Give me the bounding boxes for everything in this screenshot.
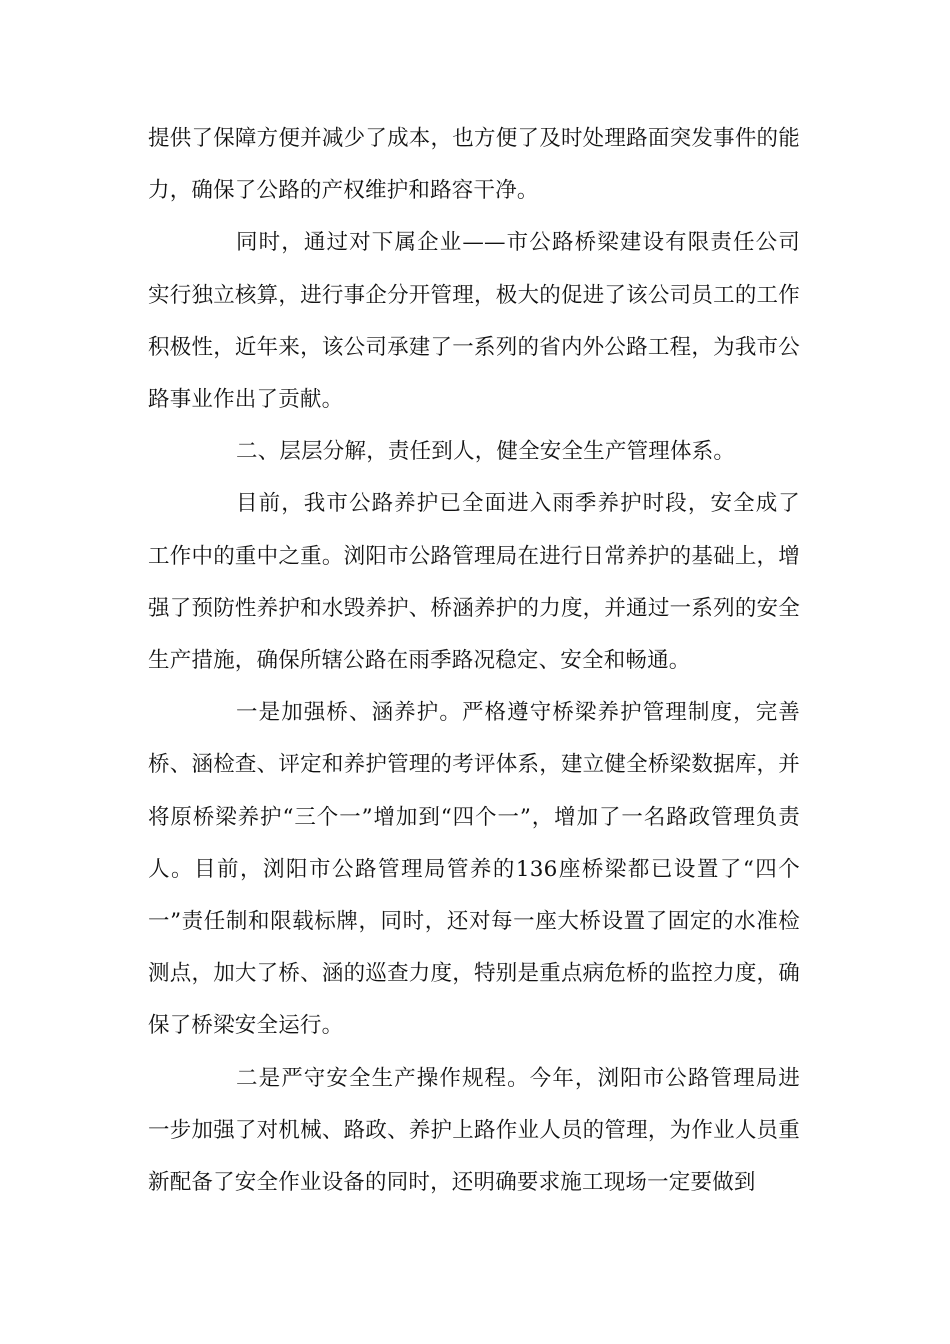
paragraph-4: 一是加强桥、涵养护。严格遵守桥梁养护管理制度，完善桥、涵检查、评定和养护管理的考评体系，建立健全桥梁数据库，并将原桥梁养护“三个一”增加到“四个一”，增加了一名路政管理负责人。目前，浏阳市公路管理局管养的136座桥梁都已设置了“四个一”责任制和限载标牌，同时，还对每一座大桥设置了固定的水准检测点，加大了桥、涵的巡查力度，特别是重点病危桥的监控力度，确保了桥梁安全运行。 — [148, 700, 800, 1039]
paragraph-2: 同时，通过对下属企业——市公路桥梁建设有限责任公司实行独立核算，进行事企分开管理，极大的促进了该公司员工的工作积极性，近年来，该公司承建了一系列的省内外公路工程，为我市公路事业作出了贡献。 — [148, 230, 800, 413]
document-body — [148, 113, 800, 1209]
paragraph-3: 目前，我市公路养护已全面进入雨季养护时段，安全成了工作中的重中之重。浏阳市公路管理局在进行日常养护的基础上，增强了预防性养护和水毁养护、桥涵养护的力度，并通过一系列的安全生产措施，确保所辖公路在雨季路况稳定、安全和畅通。 — [148, 491, 800, 674]
paragraph-1: 提供了保障方便并减少了成本，也方便了及时处理路面突发事件的能力，确保了公路的产权维护和路容干净。 — [148, 126, 800, 204]
section-heading: 二、层层分解，责任到人，健全安全生产管理体系。 — [236, 439, 736, 465]
paragraph-5: 二是严守安全生产操作规程。今年，浏阳市公路管理局进一步加强了对机械、路政、养护上路作业人员的管理，为作业人员重新配备了安全作业设备的同时，还明确要求施工现场一定要做到 — [148, 1065, 800, 1196]
